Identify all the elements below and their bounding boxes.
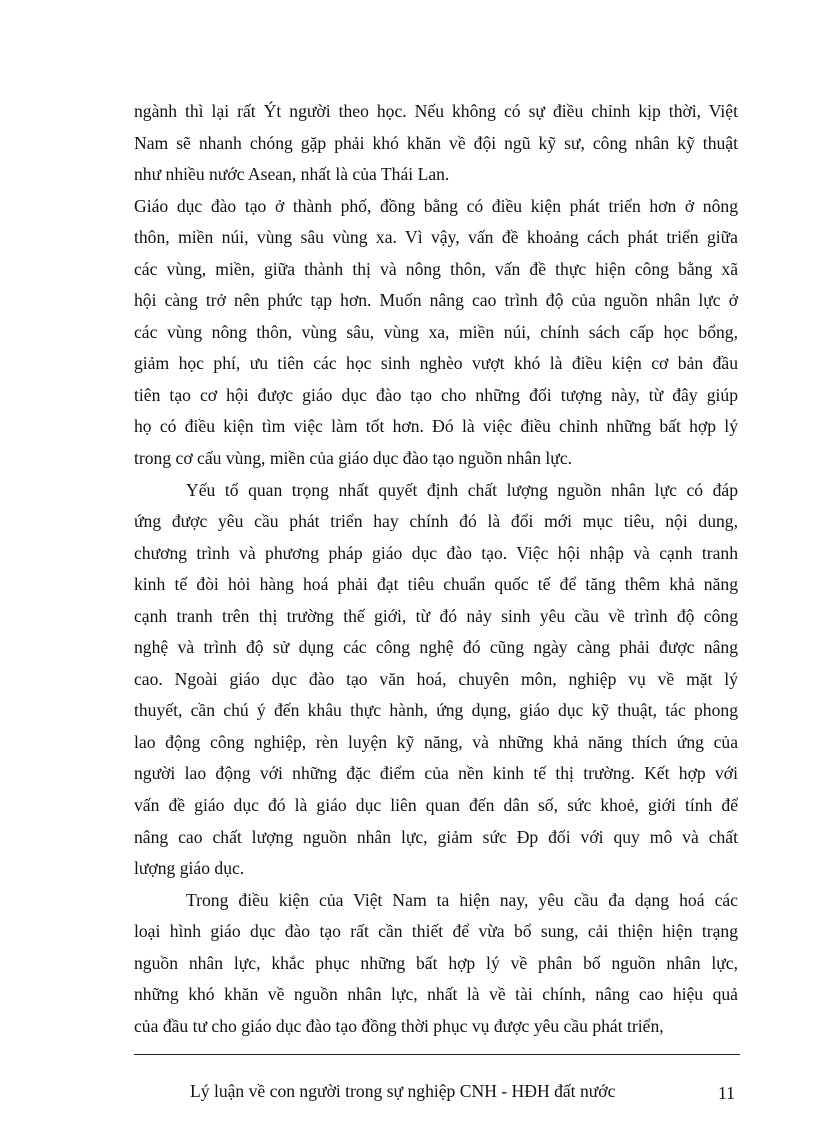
text-line: lao động công nghiệp, rèn luyện kỹ năng, và những khả năng thích ứng của: [134, 731, 738, 752]
footer-divider: [134, 1054, 740, 1055]
page-number: 11: [718, 1083, 735, 1103]
text-line: tiên tạo cơ hội được giáo dục đào tạo cho những đối tượng này, từ đây giúp: [134, 384, 738, 405]
text-line: những khó khăn về nguồn nhân lực, nhất là về tài chính, nâng cao hiệu quả: [134, 984, 738, 1005]
text-line: nâng cao chất lượng nguồn nhân lực, giảm sức Ðp đối với quy mô và chất: [134, 826, 738, 847]
text-line: Giáo dục đào tạo ở thành phố, đồng bằng có điều kiện phát triển hơn ở nông: [134, 195, 738, 216]
text-line: thuyết, cần chú ý đến khâu thực hành, ứng dụng, giáo dục kỹ thuật, tác phong: [134, 700, 738, 721]
text-line: ứng được yêu cầu phát triển hay chính đó là đổi mới mục tiêu, nội dung,: [134, 511, 738, 532]
text-line: các vùng, miền, giữa thành thị và nông thôn, vấn đề thực hiện công bằng xã: [134, 258, 738, 279]
text-line: người lao động với những đặc điểm của nền kinh tế thị trường. Kết hợp với: [134, 763, 738, 784]
text-line: cạnh tranh trên thị trường thế giới, từ đó nảy sinh yêu cầu về trình độ công: [134, 605, 738, 626]
text-line: Yếu tố quan trọng nhất quyết định chất lượng nguồn nhân lực có đáp: [186, 479, 738, 500]
text-line: lượng giáo dục.: [134, 858, 245, 879]
text-line: Trong điều kiện của Việt Nam ta hiện nay, yêu cầu đa dạng hoá các: [186, 889, 738, 910]
text-line: giảm học phí, ưu tiên các học sinh nghèo vượt khó là điều kiện cơ bản đầu: [134, 353, 738, 374]
text-line: loại hình giáo dục đào tạo rất cần thiết để vừa bổ sung, cải thiện hiện trạng: [134, 921, 738, 942]
text-line: các vùng nông thôn, vùng sâu, vùng xa, miền núi, chính sách cấp học bổng,: [134, 321, 738, 342]
text-line: trong cơ cấu vùng, miền của giáo dục đào tạo nguồn nhân lực.: [134, 448, 573, 469]
text-line: nguồn nhân lực, khắc phục những bất hợp lý về phân bố nguồn nhân lực,: [134, 952, 738, 973]
text-line: hội càng trở nên phức tạp hơn. Muốn nâng cao trình độ của nguồn nhân lực ở: [134, 290, 738, 311]
text-line: cao. Ngoài giáo dục đào tạo văn hoá, chuyên môn, nghiệp vụ về mặt lý: [134, 668, 738, 689]
footer-title: Lý luận về con người trong sự nghiệp CNH - HĐH đất nước: [190, 1081, 616, 1101]
text-line: chương trình và phương pháp giáo dục đào tạo. Việc hội nhập và cạnh tranh: [134, 542, 738, 563]
text-line: vấn đề giáo dục đó là giáo dục liên quan đến dân số, sức khoẻ, giới tính để: [134, 795, 738, 816]
text-line: của đầu tư cho giáo dục đào tạo đồng thời phục vụ được yêu cầu phát triển,: [134, 1015, 664, 1036]
text-line: ngành thì lại rất Ýt người theo học. Nếu không có sự điều chỉnh kịp thời, Việt: [134, 101, 738, 121]
text-line: như nhiều nước Asean, nhất là của Thái Lan.: [134, 164, 450, 185]
body-text: [134, 96, 738, 1042]
text-line: nghệ và trình độ sử dụng các công nghệ đó cũng ngày càng phải được nâng: [134, 637, 738, 658]
text-line: họ có điều kiện tìm việc làm tốt hơn. Đó là việc điều chỉnh những bất hợp lý: [134, 416, 738, 437]
text-line: thôn, miền núi, vùng sâu vùng xa. Vì vậy, vấn đề khoảng cách phát triển giữa: [134, 227, 738, 248]
text-line: kinh tế đòi hỏi hàng hoá phải đạt tiêu chuẩn quốc tế để tăng thêm khả năng: [134, 574, 738, 595]
text-line: Nam sẽ nhanh chóng gặp phải khó khăn về đội ngũ kỹ sư, công nhân kỹ thuật: [134, 132, 738, 153]
